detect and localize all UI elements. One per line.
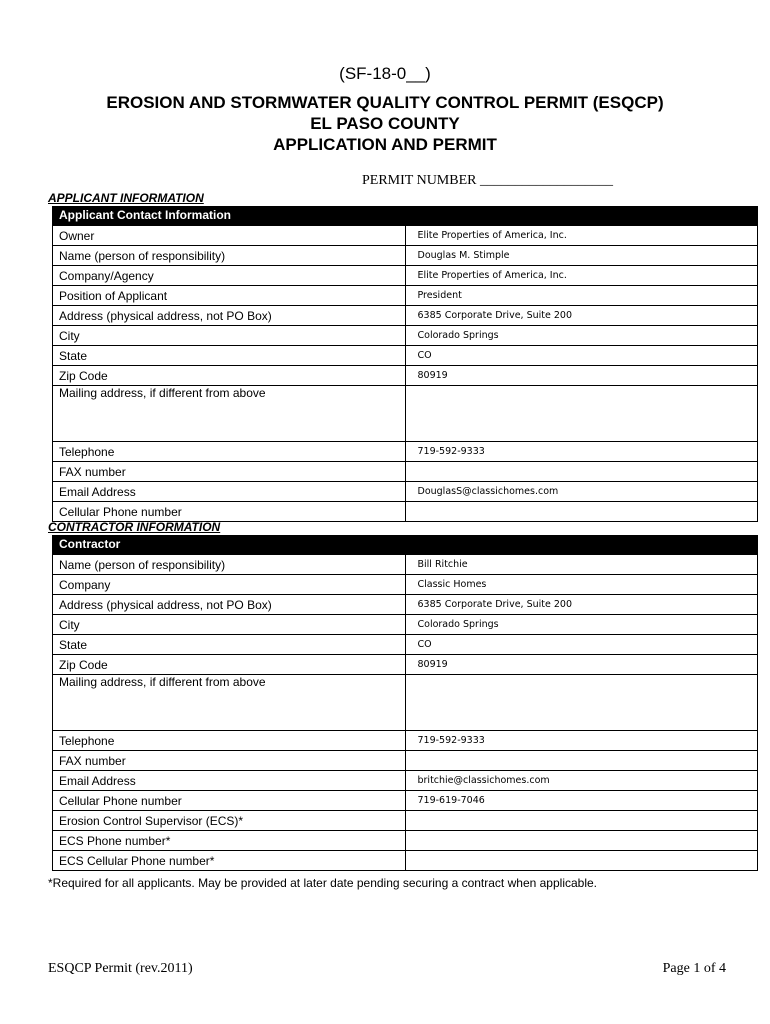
address-field[interactable]: 6385 Corporate Drive, Suite 200: [405, 306, 758, 326]
form-code: (SF-18-0__): [339, 64, 431, 83]
contractor-city-field[interactable]: Colorado Springs: [405, 615, 758, 635]
contractor-company-field[interactable]: Classic Homes: [405, 575, 758, 595]
email-label: Email Address: [53, 482, 406, 502]
cell-phone-field[interactable]: [405, 502, 758, 522]
company-field[interactable]: Elite Properties of America, Inc.: [405, 266, 758, 286]
mailing-address-label: Mailing address, if different from above: [53, 386, 406, 442]
ecs-cell-phone-field[interactable]: [405, 851, 758, 871]
telephone-label: Telephone: [53, 442, 406, 462]
telephone-field[interactable]: 719-592-9333: [405, 442, 758, 462]
contractor-address-field[interactable]: 6385 Corporate Drive, Suite 200: [405, 595, 758, 615]
company-label: Company/Agency: [53, 266, 406, 286]
contractor-table-header: Contractor: [53, 536, 758, 555]
footer-form-revision: ESQCP Permit (rev.2011): [48, 961, 193, 976]
contractor-fax-field[interactable]: [405, 751, 758, 771]
email-field[interactable]: DouglasS@classichomes.com: [405, 482, 758, 502]
ecs-phone-label: ECS Phone number*: [53, 831, 406, 851]
ecs-label: Erosion Control Supervisor (ECS)*: [53, 811, 406, 831]
contractor-city-label: City: [53, 615, 406, 635]
contractor-telephone-field[interactable]: 719-592-9333: [405, 731, 758, 751]
contractor-name-field[interactable]: Bill Ritchie: [405, 555, 758, 575]
contractor-cell-phone-label: Cellular Phone number: [53, 791, 406, 811]
applicant-section-title: APPLICANT INFORMATION: [48, 191, 204, 205]
owner-label: Owner: [53, 226, 406, 246]
fax-label: FAX number: [53, 462, 406, 482]
contractor-mailing-address-field[interactable]: [405, 675, 758, 731]
contractor-table: [52, 535, 758, 871]
zip-label: Zip Code: [53, 366, 406, 386]
contractor-zip-label: Zip Code: [53, 655, 406, 675]
cell-phone-label: Cellular Phone number: [53, 502, 406, 522]
name-label: Name (person of responsibility): [53, 246, 406, 266]
applicant-table-header: Applicant Contact Information: [53, 207, 758, 226]
position-label: Position of Applicant: [53, 286, 406, 306]
contractor-telephone-label: Telephone: [53, 731, 406, 751]
owner-field[interactable]: Elite Properties of America, Inc.: [405, 226, 758, 246]
address-label: Address (physical address, not PO Box): [53, 306, 406, 326]
document-title: EROSION AND STORMWATER QUALITY CONTROL PERMIT (ESQCP): [106, 93, 664, 112]
contractor-mailing-address-label: Mailing address, if different from above: [53, 675, 406, 731]
ecs-cell-phone-label: ECS Cellular Phone number*: [53, 851, 406, 871]
contractor-cell-phone-field[interactable]: 719-619-7046: [405, 791, 758, 811]
name-field[interactable]: Douglas M. Stimple: [405, 246, 758, 266]
contractor-email-label: Email Address: [53, 771, 406, 791]
footer-page-number: Page 1 of 4: [662, 961, 726, 976]
contractor-company-label: Company: [53, 575, 406, 595]
ecs-phone-field[interactable]: [405, 831, 758, 851]
contractor-zip-field[interactable]: 80919: [405, 655, 758, 675]
position-field[interactable]: President: [405, 286, 758, 306]
contractor-state-field[interactable]: CO: [405, 635, 758, 655]
state-label: State: [53, 346, 406, 366]
fax-field[interactable]: [405, 462, 758, 482]
zip-field[interactable]: 80919: [405, 366, 758, 386]
required-note: *Required for all applicants. May be provided at later date pending securing a contract when applicable.: [48, 876, 597, 890]
contractor-fax-label: FAX number: [53, 751, 406, 771]
city-label: City: [53, 326, 406, 346]
state-field[interactable]: CO: [405, 346, 758, 366]
contractor-email-field[interactable]: britchie@classichomes.com: [405, 771, 758, 791]
mailing-address-field[interactable]: [405, 386, 758, 442]
contractor-state-label: State: [53, 635, 406, 655]
permit-number-field[interactable]: PERMIT NUMBER ___________________: [362, 173, 613, 188]
ecs-field[interactable]: [405, 811, 758, 831]
city-field[interactable]: Colorado Springs: [405, 326, 758, 346]
application-title: APPLICATION AND PERMIT: [273, 135, 497, 154]
contractor-section-title: CONTRACTOR INFORMATION: [48, 520, 221, 534]
contractor-address-label: Address (physical address, not PO Box): [53, 595, 406, 615]
applicant-table: [52, 206, 758, 522]
contractor-name-label: Name (person of responsibility): [53, 555, 406, 575]
county-title: EL PASO COUNTY: [310, 114, 460, 133]
